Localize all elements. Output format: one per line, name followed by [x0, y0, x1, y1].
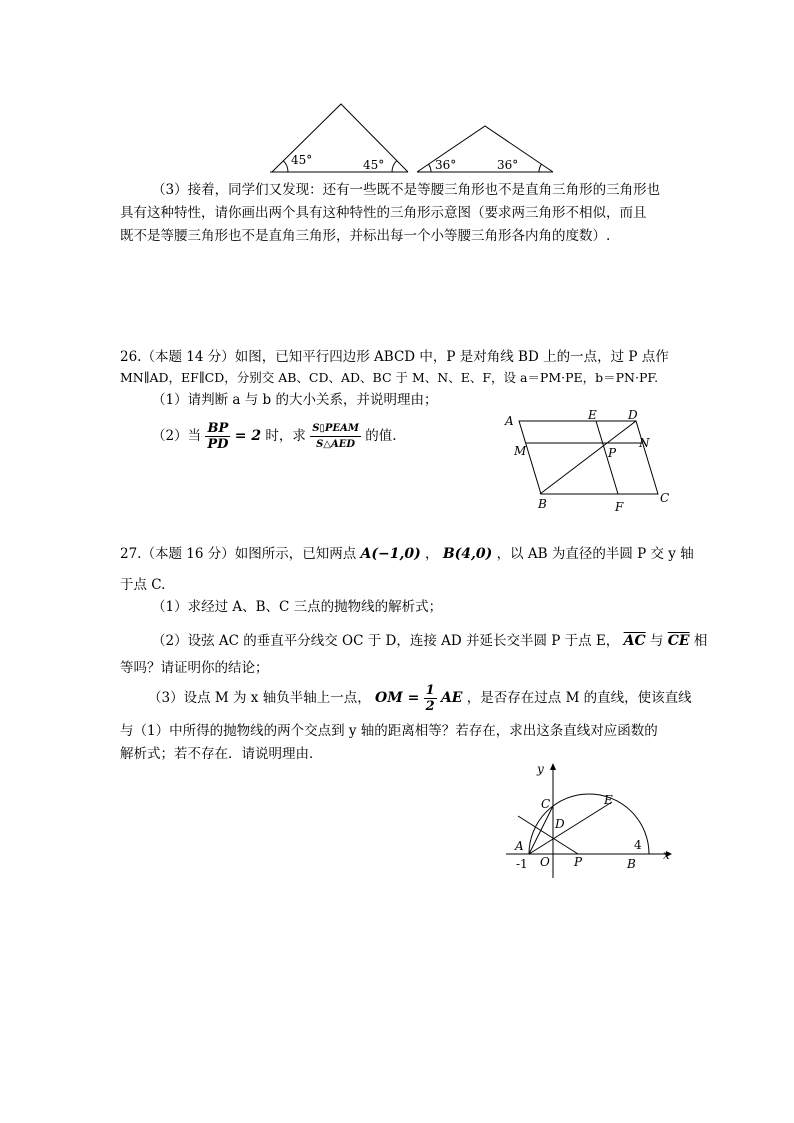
label-minus-one: -1 [516, 857, 528, 871]
q26-part2-mid: 时，求 [265, 428, 306, 444]
q26-part2 [152, 418, 397, 454]
angle-label: 36° [435, 158, 457, 172]
q27-part3-line3: 解析式；若不存在．请说明理由． [120, 746, 323, 762]
label-D: D [555, 817, 565, 831]
q27-part3-line2: 与（1）中所得的抛物线的两个交点到 y 轴的距离相等？若存在，求出这条直线对应函数的 [120, 723, 658, 739]
q27-part1: （1）求经过 A、B、C 三点的抛物线的解析式； [152, 599, 443, 615]
arc-AC: $\overline{AC}$ [623, 633, 646, 649]
om-lhs: OM = [375, 690, 420, 706]
ratio-fraction: $\frac{BP}{PD}$ [207, 421, 229, 452]
label-B: B [627, 857, 636, 871]
label-P: P [608, 446, 617, 460]
point-A: A(−1,0) [360, 546, 421, 562]
label-N: N [639, 436, 650, 450]
half-fraction: $\frac{1}{2}$ [425, 683, 435, 714]
label-A: A [505, 414, 514, 428]
label-O: O [540, 855, 550, 869]
ratio-equals: = 2 [234, 428, 262, 444]
triangle-45 [270, 104, 408, 172]
semicircle-coordinate-figure [500, 758, 680, 883]
area-ratio-fraction: $\frac{\text{S▯PEAM}}{\text{S△AED}}$ [312, 423, 359, 450]
label-four: 4 [634, 838, 642, 852]
angle-label: 45° [291, 153, 313, 167]
isosceles-triangles-figure [265, 98, 560, 178]
q26-part1: （1）请判断 a 与 b 的大小关系，并说明理由； [152, 392, 438, 408]
label-B: B [538, 497, 547, 511]
q27-line1: 27.（本题 16 分）如图所示，已知两点 A(−1,0) ， B(4,0) ，以 AB 为直径的半圆 P 交 y 轴 [120, 546, 694, 562]
label-D: D [628, 408, 638, 422]
angle-label: 36° [497, 158, 519, 172]
q26-part2-prefix: （2）当 [152, 428, 202, 444]
om-rhs: AE [440, 690, 463, 706]
label-E: E [604, 793, 613, 807]
q27-line2: 于点 C. [120, 577, 166, 593]
label-F: F [615, 500, 624, 514]
triangle-36 [417, 126, 553, 172]
label-A: A [515, 839, 524, 853]
label-E: E [588, 408, 597, 422]
label-y: y [537, 762, 544, 776]
label-x: x [663, 848, 670, 862]
q27-part2-line2: 等吗？请证明你的结论； [120, 660, 269, 676]
point-B: B(4,0) [442, 546, 493, 562]
angle-label: 45° [363, 158, 385, 172]
label-M: M [514, 444, 527, 458]
parallelogram-figure [500, 405, 680, 515]
label-C: C [541, 797, 551, 811]
arc-CE: $\overline{CE}$ [667, 633, 690, 649]
q27-part2: （2）设弦 AC 的垂直平分线交 OC 于 D，连接 AD 并延长交半圆 P 于点 E， $\overline{AC}$ 与 $\overline{CE}$ 相 [152, 633, 708, 649]
label-C: C [660, 491, 670, 505]
q25-part3-line2: 具有这种特性，请你画出两个具有这种特性的三角形示意图（要求两三角形不相似，而且 [120, 205, 647, 221]
q25-part3-line1: （3）接着，同学们又发现：还有一些既不是等腰三角形也不是直角三角形的三角形也 [152, 182, 661, 198]
q27-part3: （3）设点 M 为 x 轴负半轴上一点， OM = $\frac{1}{2}$ AE ，是否存在过点 M 的直线，使该直线 [148, 683, 692, 714]
q26-part2-suffix: 的值. [365, 428, 397, 444]
q25-part3-line3: 既不是等腰三角形也不是直角三角形，并标出每一个小等腰三角形各内角的度数）. [120, 228, 611, 244]
label-P: P [574, 855, 583, 869]
q26-line2: MN∥AD，EF∥CD，分别交 AB、CD、AD、BC 于 M、N、E、F，设 a＝PM·PE，b＝PN·PF. [120, 370, 659, 385]
q26-line1: 26.（本题 14 分）如图，已知平行四边形 ABCD 中，P 是对角线 BD 上的一点，过 P 点作 [120, 349, 669, 365]
